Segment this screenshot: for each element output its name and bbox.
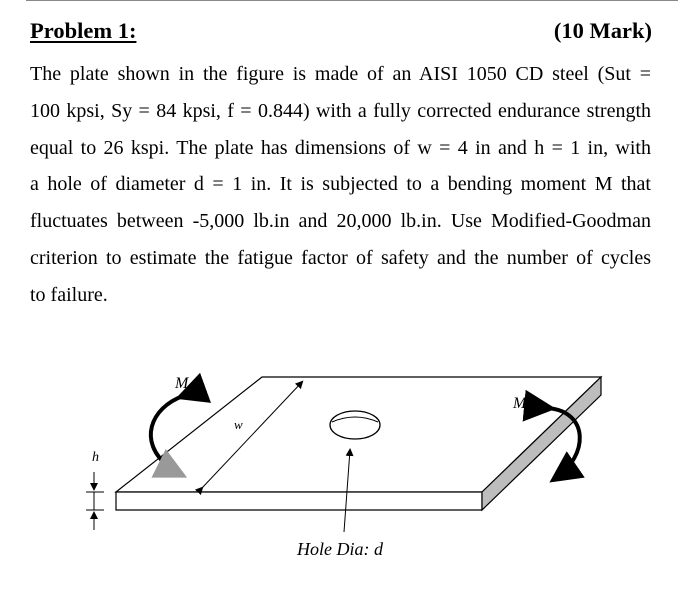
top-divider — [26, 0, 678, 1]
statement-line: equal to 26 kspi. The plate has dimensions of w = 4 in and h = 1 in, with — [30, 136, 651, 159]
plate-figure — [0, 360, 700, 600]
problem-marks: (10 Mark) — [553, 18, 652, 43]
statement-line: to failure. — [30, 283, 108, 306]
statement-line: The plate shown in the figure is made of an AISI 1050 CD steel (Sut = — [30, 63, 651, 85]
hole — [330, 411, 380, 439]
plate-front-face — [116, 492, 482, 510]
moment-label-right: M — [513, 395, 527, 412]
moment-label-left: M — [175, 375, 189, 392]
statement-line: 100 kpsi, Sy = 84 kpsi, f = 0.844) with a fully corrected endurance strength — [30, 99, 651, 122]
problem-title: Problem 1: — [30, 18, 137, 43]
statement-line: a hole of diameter d = 1 in. It is subjected to a bending moment M that — [30, 173, 651, 196]
hole-label: Hole Dia: d — [297, 539, 383, 559]
height-label: h — [92, 450, 99, 465]
statement-line: criterion to estimate the fatigue factor of safety and the number of cycles — [30, 246, 651, 269]
problem-statement — [30, 56, 651, 314]
width-label: w — [234, 417, 243, 432]
statement-line: fluctuates between -5,000 lb.in and 20,000 lb.in. Use Modified-Goodman — [30, 210, 651, 233]
problem-header — [30, 18, 652, 52]
